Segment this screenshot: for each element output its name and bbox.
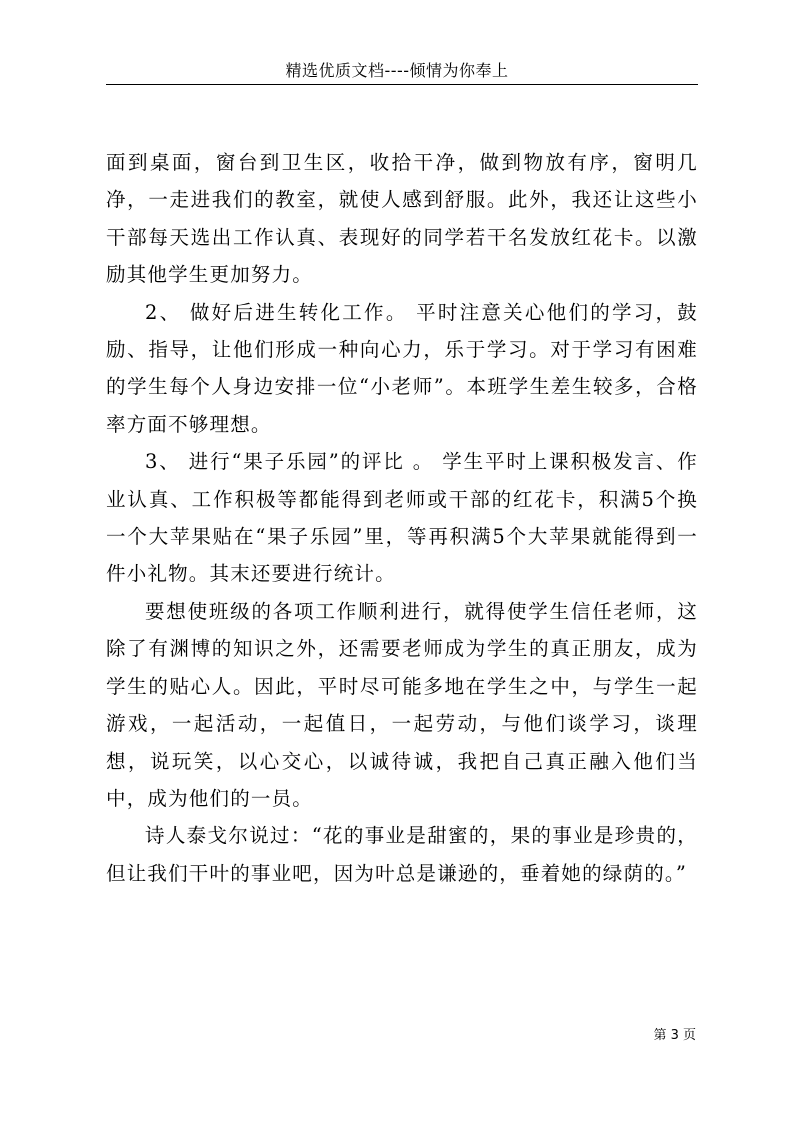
paragraph-item-3: 3、 进行“果子乐园”的评比 。 学生平时上课积极发言、作业认真、工作积极等都能得到老师或干部的红花卡，积满5个换一个大苹果贴在“果子乐园”里，等再积满5个大苹果就能得到一件小礼物。其末还要进行统计。 <box>106 450 698 586</box>
paragraph-item-2: 2、 做好后进生转化工作。 平时注意关心他们的学习，鼓励、指导，让他们形成一种向心力，乐于学习。对于学习有困难的学生每个人身边安排一位“小老师”。本班学生差生较多，合格率方面不够理想。 <box>106 300 698 436</box>
page-number: 第 3 页 <box>653 1028 696 1043</box>
paragraph-trust: 要想使班级的各项工作顺利进行，就得使学生信任老师，这除了有渊博的知识之外，还需要老师成为学生的真正朋友，成为学生的贴心人。因此，平时尽可能多地在学生之中，与学生一起游戏，一起活动，一起值日，一起劳动，与他们谈学习，谈理想，说玩笑，以心交心，以诚待诚，我把自己真正融入他们当中，成为他们的一员。 <box>106 599 698 810</box>
header-divider <box>106 84 698 85</box>
paragraph-continuation: 面到桌面，窗台到卫生区，收拾干净，做到物放有序，窗明几净，一走进我们的教室，就使人感到舒服。此外，我还让这些小干部每天选出工作认真、表现好的同学若干名发放红花卡。以激励其他学生更加努力。 <box>106 151 698 287</box>
document-header: 精选优质文档----倾情为你奉上 <box>285 61 509 80</box>
document-body <box>106 144 698 892</box>
paragraph-quote: 诗人泰戈尔说过：“花的事业是甜蜜的，果的事业是珍贵的，但让我们干叶的事业吧，因为叶总是谦逊的，垂着她的绿荫的。” <box>106 824 698 885</box>
